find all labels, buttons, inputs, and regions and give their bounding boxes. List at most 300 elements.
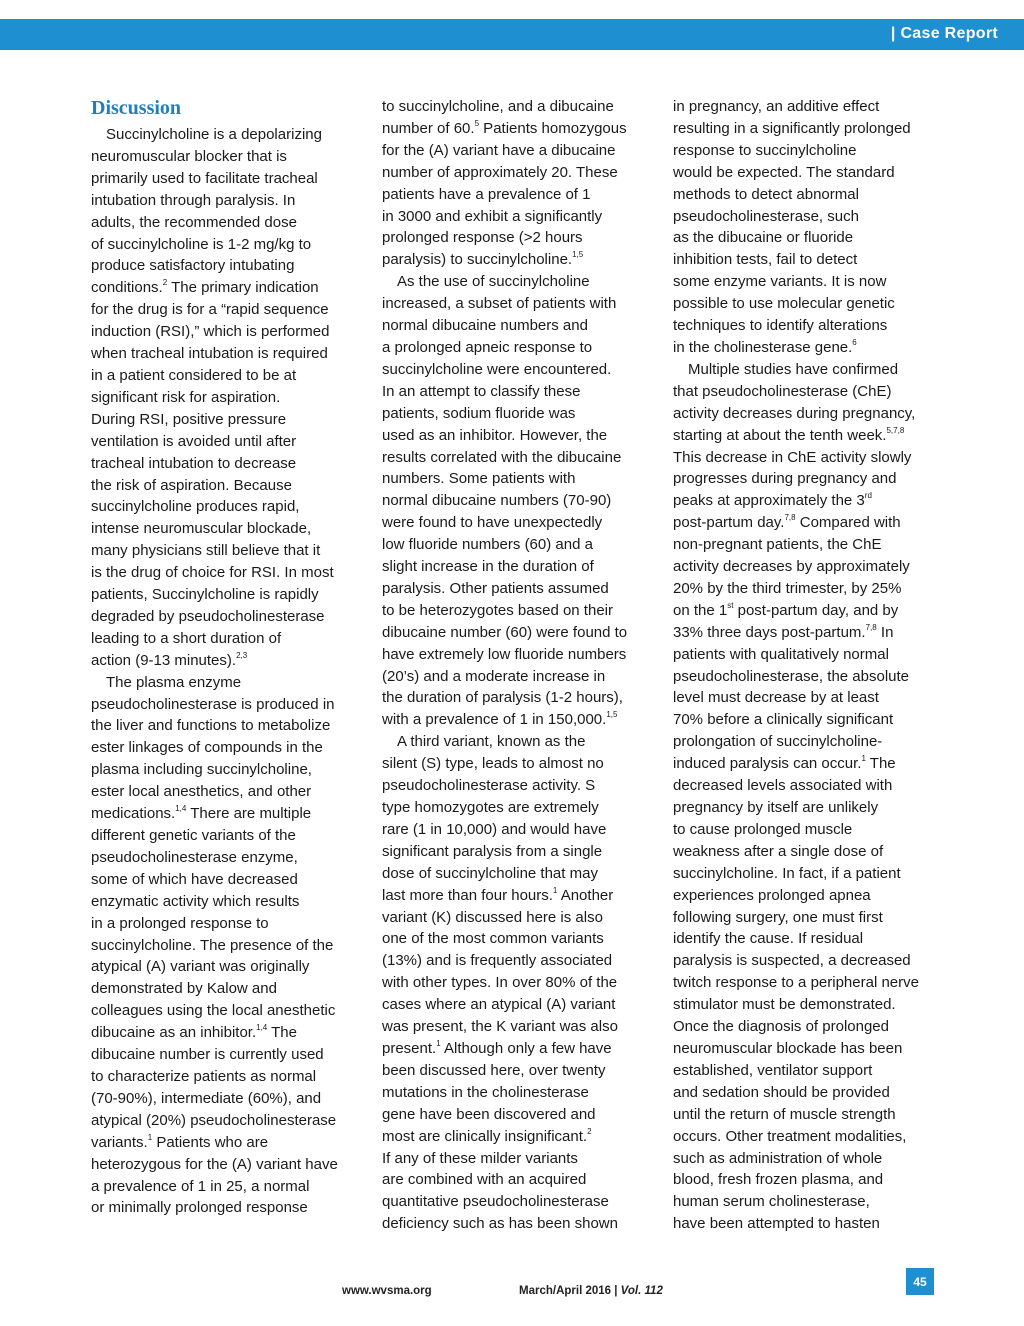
text-line (382, 1126, 652, 1148)
text-line (673, 1104, 953, 1126)
line-text: pseudocholinesterase, such (673, 207, 859, 225)
line-text: prolongation of succinylcholine- (673, 733, 883, 751)
text-line (673, 709, 953, 731)
text-line (382, 972, 652, 994)
text-line (91, 1154, 361, 1176)
line-text: and sedation should be provided (673, 1083, 890, 1101)
line-text: patients have a prevalence of 1 (382, 185, 591, 203)
text-line (673, 556, 953, 578)
line-text: in the cholinesterase gene. (673, 338, 853, 356)
text-line (91, 694, 361, 716)
line-text: some enzyme variants. It is now (673, 273, 887, 291)
line-text: induction (RSI),” which is performed (91, 323, 330, 341)
line-text: succinylcholine produces rapid, (91, 498, 300, 516)
line-text: pregnancy by itself are unlikely (673, 799, 879, 816)
line-text: Multiple studies have confirmed (688, 360, 899, 378)
line-text: dose of succinylcholine that may (382, 864, 598, 882)
line-text: when tracheal intubation is required (91, 345, 328, 363)
text-line (673, 162, 953, 184)
line-text: in a patient considered to be at (91, 366, 297, 384)
text-line (673, 534, 953, 556)
text-line (382, 249, 652, 271)
line-text: decreased levels associated with (673, 777, 893, 795)
line-text: ester local anesthetics, and other (91, 783, 312, 801)
text-line (382, 1191, 652, 1213)
line-text: for the drug is for a “rapid sequence (91, 301, 329, 319)
line-text: succinylcholine. In fact, if a patient (673, 864, 901, 882)
line-text-continued: Compared with (795, 514, 901, 532)
citation-superscript: st (727, 600, 734, 610)
line-text: inhibition tests, fail to detect (673, 251, 858, 269)
text-line (673, 907, 953, 929)
line-text: have extremely low fluoride numbers (382, 645, 627, 663)
line-text: quantitative pseudocholinesterase (382, 1193, 609, 1211)
text-line (673, 1126, 953, 1148)
text-line (673, 600, 953, 622)
text-line (91, 124, 361, 146)
citation-superscript: 1,4 (256, 1023, 268, 1033)
line-text: post-partum day. (673, 514, 785, 532)
line-text: conditions. (91, 279, 163, 297)
text-line (382, 359, 652, 381)
line-text-continued: Although only a few have (440, 1039, 612, 1057)
text-line (382, 731, 652, 753)
text-line (91, 606, 361, 628)
text-line (382, 775, 652, 797)
text-line (673, 950, 953, 972)
line-text: many physicians still believe that it (91, 542, 321, 560)
line-text: neuromuscular blocker that is (91, 147, 287, 165)
text-line (673, 819, 953, 841)
line-text: with other types. In over 80% of the (382, 974, 618, 992)
text-line (91, 913, 361, 935)
text-line (382, 644, 652, 666)
line-text: 33% three days post-partum. (673, 623, 866, 641)
line-text: significant risk for aspiration. (91, 388, 281, 406)
text-line (382, 1038, 652, 1060)
line-text: non-pregnant patients, the ChE (673, 536, 882, 554)
line-text: neuromuscular blockade has been (673, 1039, 903, 1057)
text-line (673, 140, 953, 162)
line-text: are combined with an acquired (382, 1171, 587, 1189)
text-line (382, 907, 652, 929)
text-line (673, 841, 953, 863)
line-text: silent (S) type, leads to almost no (382, 755, 604, 773)
text-line (382, 140, 652, 162)
line-text: have been attempted to hasten (673, 1215, 880, 1233)
line-text: normal dibucaine numbers (70-90) (382, 492, 612, 510)
text-line (673, 447, 953, 469)
line-text: As the use of succinylcholine (397, 273, 590, 291)
text-line (91, 255, 361, 277)
line-text: significant paralysis from a single (382, 842, 603, 860)
line-text: pseudocholinesterase enzyme, (91, 848, 298, 866)
text-line (91, 1088, 361, 1110)
citation-superscript: 2 (587, 1126, 592, 1136)
line-text: human serum cholinesterase, (673, 1193, 870, 1211)
line-text: twitch response to a peripheral nerve (673, 974, 919, 992)
text-line (91, 978, 361, 1000)
text-line (673, 775, 953, 797)
line-text: patients, sodium fluoride was (382, 404, 576, 422)
text-line (382, 162, 652, 184)
text-line (91, 1110, 361, 1132)
line-text: succinylcholine were encountered. (382, 360, 612, 378)
text-line (673, 293, 953, 315)
text-line (382, 841, 652, 863)
text-line (382, 425, 652, 447)
line-text-continued: post-partum day, and by (733, 601, 899, 619)
text-line (91, 650, 361, 672)
text-line (91, 737, 361, 759)
line-text: the risk of aspiration. Because (91, 476, 292, 494)
text-line (673, 359, 953, 381)
text-line (91, 234, 361, 256)
line-text: 20% by the third trimester, by 25% (673, 579, 902, 597)
line-text: type homozygotes are extremely (382, 799, 599, 816)
line-text: to succinylcholine, and a dibucaine (382, 98, 614, 115)
line-text: possible to use molecular genetic (673, 295, 895, 313)
line-text: cases where an atypical (A) variant (382, 996, 616, 1014)
line-text-continued: Another (557, 886, 614, 904)
text-line (673, 1038, 953, 1060)
line-text: pseudocholinesterase, the absolute (673, 667, 910, 685)
line-text: number of 60. (382, 119, 475, 137)
line-text: or minimally prolonged response (91, 1199, 308, 1217)
text-line (382, 556, 652, 578)
line-text: atypical (20%) pseudocholinesterase (91, 1111, 337, 1129)
line-text: for the (A) variant have a dibucaine (382, 141, 616, 159)
line-text: increased, a subset of patients with (382, 295, 617, 313)
line-text: most are clinically insignificant. (382, 1127, 588, 1145)
line-text: plasma including succinylcholine, (91, 761, 312, 779)
citation-superscript: 7,8 (784, 513, 796, 523)
text-line (382, 622, 652, 644)
line-text: variants. (91, 1133, 148, 1151)
text-line (382, 403, 652, 425)
line-text: until the return of muscle strength (673, 1105, 896, 1123)
text-line (382, 315, 652, 337)
text-line (673, 1016, 953, 1038)
line-text-continued: Patients homozygous (479, 119, 627, 137)
text-line (673, 118, 953, 140)
citation-superscript: rd (864, 491, 872, 501)
text-line (91, 869, 361, 891)
text-line (382, 928, 652, 950)
footer-date: March/April 2016 | (519, 1285, 621, 1297)
text-line (91, 540, 361, 562)
text-line (382, 1148, 652, 1170)
text-line (91, 1000, 361, 1022)
text-line (673, 1191, 953, 1213)
line-text: mutations in the cholinesterase (382, 1083, 589, 1101)
line-text: induced paralysis can occur. (673, 755, 862, 773)
text-line (673, 928, 953, 950)
text-line (382, 468, 652, 490)
text-line (382, 797, 652, 819)
text-line (91, 212, 361, 234)
text-line (673, 797, 953, 819)
line-text: a prevalence of 1 in 25, a normal (91, 1177, 310, 1195)
line-text: rare (1 in 10,000) and would have (382, 820, 607, 838)
line-text: enzymatic activity which results (91, 892, 300, 910)
citation-superscript: 5 (474, 118, 480, 128)
line-text: intubation through paralysis. In (91, 191, 296, 209)
line-text-continued: There are multiple (186, 805, 312, 823)
line-text: dibucaine number (60) were found to (382, 623, 628, 641)
text-line (91, 781, 361, 803)
citation-superscript: 1,5 (572, 250, 584, 260)
text-line (673, 468, 953, 490)
text-line (91, 365, 361, 387)
citation-superscript: 1,5 (606, 710, 618, 720)
line-text-continued: The (865, 755, 896, 773)
line-text: activity decreases by approximately (673, 558, 910, 576)
line-text: In an attempt to classify these (382, 382, 581, 400)
text-line (382, 206, 652, 228)
line-text: colleagues using the local anesthetic (91, 1002, 336, 1020)
text-line (382, 1213, 652, 1235)
footer-issue (519, 1285, 663, 1297)
text-line (91, 409, 361, 431)
line-text: peaks at approximately the 3 (673, 492, 865, 510)
text-line (673, 403, 953, 425)
line-text: last more than four hours. (382, 886, 553, 904)
text-line (91, 584, 361, 606)
text-line (673, 206, 953, 228)
text-line (382, 490, 652, 512)
line-text: pseudocholinesterase is produced in (91, 695, 335, 713)
text-line (91, 562, 361, 584)
line-text: progresses during pregnancy and (673, 470, 897, 488)
line-text: the liver and functions to metabolize (91, 717, 331, 735)
line-text: was present, the K variant was also (382, 1018, 618, 1036)
text-line (382, 600, 652, 622)
text-line (673, 972, 953, 994)
citation-superscript: 6 (852, 337, 857, 347)
text-line (673, 1082, 953, 1104)
line-text: occurs. Other treatment modalities, (673, 1127, 907, 1145)
text-line (382, 293, 652, 315)
line-text: following surgery, one must first (673, 908, 883, 926)
text-line (91, 1197, 361, 1219)
line-text-continued: The (267, 1024, 297, 1042)
line-text: with a prevalence of 1 in 150,000. (382, 711, 607, 729)
line-text: of succinylcholine is 1-2 mg/kg to (91, 235, 312, 253)
line-text: During RSI, positive pressure (91, 410, 287, 428)
line-text: produce satisfactory intubating (91, 257, 295, 275)
line-text: response to succinylcholine (673, 141, 857, 159)
text-line (673, 490, 953, 512)
line-text: identify the cause. If residual (673, 930, 864, 948)
line-text: present. (382, 1039, 437, 1057)
line-text: (70-90%), intermediate (60%), and (91, 1089, 322, 1107)
line-text: stimulator must be demonstrated. (673, 996, 896, 1014)
text-line (382, 337, 652, 359)
line-text: Once the diagnosis of prolonged (673, 1018, 889, 1036)
text-line (382, 118, 652, 140)
line-text: ventilation is avoided until after (91, 432, 297, 450)
line-text: normal dibucaine numbers and (382, 317, 588, 335)
text-line (91, 891, 361, 913)
line-text: used as an inhibitor. However, the (382, 426, 608, 444)
text-line (382, 994, 652, 1016)
line-text: (13%) and is frequently associated (382, 952, 613, 970)
line-text: been discussed here, over twenty (382, 1061, 606, 1079)
text-line (91, 299, 361, 321)
line-text: atypical (A) variant was originally (91, 958, 310, 976)
text-line (91, 956, 361, 978)
text-line (91, 321, 361, 343)
text-line (382, 1169, 652, 1191)
text-line (91, 803, 361, 825)
line-text: degraded by pseudocholinesterase (91, 607, 325, 625)
text-line (673, 1213, 953, 1235)
line-text: dibucaine as an inhibitor. (91, 1024, 257, 1042)
text-line (91, 475, 361, 497)
line-text: one of the most common variants (382, 930, 604, 948)
line-text: starting at about the tenth week. (673, 426, 887, 444)
line-text: heterozygous for the (A) variant have (91, 1155, 338, 1173)
line-text: patients, Succinylcholine is rapidly (91, 586, 319, 604)
line-text: some of which have decreased (91, 870, 298, 888)
text-line (382, 819, 652, 841)
text-line (382, 885, 652, 907)
line-text: numbers. Some patients with (382, 470, 576, 488)
text-line (673, 249, 953, 271)
text-line (91, 496, 361, 518)
section-label: | Case Report (890, 25, 998, 42)
line-text: in pregnancy, an additive effect (673, 98, 880, 115)
line-text: succinylcholine. The presence of the (91, 936, 334, 954)
citation-superscript: 2,3 (236, 650, 248, 660)
text-line (91, 1044, 361, 1066)
text-line (382, 447, 652, 469)
text-line (91, 1022, 361, 1044)
citation-superscript: 1,4 (175, 804, 187, 814)
line-text: prolonged response (>2 hours (382, 229, 583, 247)
line-text: deficiency such as has been shown (382, 1215, 618, 1233)
text-line (673, 337, 953, 359)
line-text: demonstrated by Kalow and (91, 980, 277, 998)
text-line (382, 227, 652, 249)
text-line (91, 168, 361, 190)
text-line (673, 381, 953, 403)
text-line (673, 644, 953, 666)
line-text: dibucaine number is currently used (91, 1046, 324, 1064)
text-line (673, 1060, 953, 1082)
text-line (673, 1148, 953, 1170)
line-text: weakness after a single dose of (673, 842, 884, 860)
text-line (673, 666, 953, 688)
line-text: established, ventilator support (673, 1061, 873, 1079)
line-text-continued: In (876, 623, 894, 641)
line-text: would be expected. The standard (673, 163, 895, 181)
text-line (382, 753, 652, 775)
line-text: techniques to identify alterations (673, 317, 888, 335)
line-text: tracheal intubation to decrease (91, 454, 297, 472)
text-line (91, 672, 361, 694)
line-text: as the dibucaine or fluoride (673, 229, 854, 247)
text-line (673, 96, 953, 118)
line-text: slight increase in the duration of (382, 558, 594, 576)
text-line (382, 381, 652, 403)
text-line (91, 277, 361, 299)
line-text: were found to have unexpectedly (382, 514, 603, 532)
text-line (91, 431, 361, 453)
text-line (382, 512, 652, 534)
citation-superscript: 1 (147, 1132, 153, 1142)
line-text: primarily used to facilitate tracheal (91, 169, 318, 187)
text-line (673, 1169, 953, 1191)
line-text: paralysis is suspected, a decreased (673, 952, 911, 970)
line-text: resulting in a significantly prolonged (673, 119, 911, 137)
text-line (382, 184, 652, 206)
line-text: patients with qualitatively normal (673, 645, 889, 663)
footer-volume: Vol. 112 (620, 1285, 663, 1297)
text-line (382, 271, 652, 293)
text-line (382, 950, 652, 972)
line-text: activity decreases during pregnancy, (673, 404, 916, 422)
text-line (382, 1082, 652, 1104)
line-text: action (9-13 minutes). (91, 651, 237, 669)
text-line (91, 1066, 361, 1088)
line-text: Succinylcholine is a depolarizing (106, 126, 322, 143)
text-line (673, 994, 953, 1016)
text-line (673, 512, 953, 534)
line-text: paralysis. Other patients assumed (382, 579, 609, 597)
line-text: is the drug of choice for RSI. In most (91, 564, 334, 582)
text-line (91, 825, 361, 847)
line-text: ester linkages of compounds in the (91, 739, 323, 757)
text-line (91, 453, 361, 475)
citation-superscript: 1 (861, 754, 866, 764)
citation-superscript: 7,8 (865, 622, 877, 632)
text-line (91, 518, 361, 540)
line-text-continued: Patients who are (152, 1133, 269, 1151)
text-line (91, 759, 361, 781)
line-text: level must decrease by at least (673, 689, 879, 707)
text-line (91, 190, 361, 212)
header-bar (0, 19, 1024, 50)
line-text: gene have been discovered and (382, 1105, 596, 1123)
citation-superscript: 5,7,8 (886, 425, 905, 435)
text-line (382, 687, 652, 709)
line-text: a prolonged apneic response to (382, 338, 593, 356)
line-text: blood, fresh frozen plasma, and (673, 1171, 884, 1189)
text-line (91, 146, 361, 168)
column-3 (673, 96, 953, 1235)
text-line (673, 425, 953, 447)
line-text: A third variant, known as the (397, 733, 586, 751)
text-line (382, 709, 652, 731)
column-1 (91, 96, 361, 1219)
line-text: different genetic variants of the (91, 827, 296, 844)
line-text: number of approximately 20. These (382, 163, 618, 181)
line-text: to be heterozygotes based on their (382, 601, 613, 619)
section-heading: Discussion (91, 97, 182, 119)
line-text: paralysis) to succinylcholine. (382, 251, 573, 269)
text-line (673, 687, 953, 709)
text-line (673, 622, 953, 644)
text-line (382, 1104, 652, 1126)
line-text: methods to detect abnormal (673, 185, 859, 203)
text-line (91, 1176, 361, 1198)
text-line (91, 1132, 361, 1154)
text-line (673, 731, 953, 753)
text-line (382, 578, 652, 600)
line-text: The plasma enzyme (106, 673, 242, 691)
